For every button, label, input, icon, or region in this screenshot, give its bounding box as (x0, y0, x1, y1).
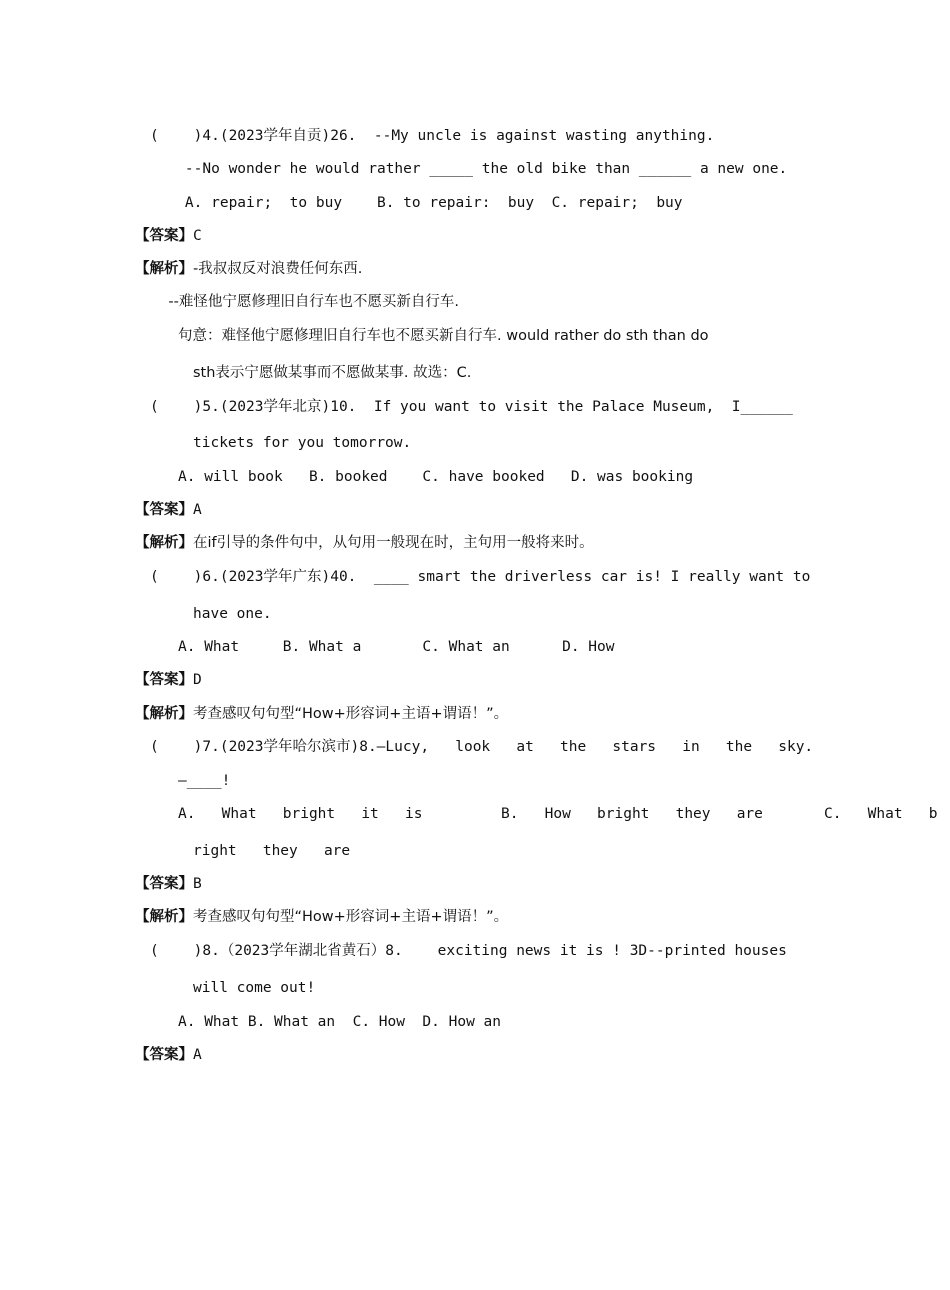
q8-stem-line-1: ( )8.（2023学年湖北省黄石）8. exciting news it is ! 3D--printed houses (150, 943, 787, 959)
q7-stem-line-1: ( )7.(2023学年哈尔滨市)8.—Lucy, look at the stars in the sky. (150, 739, 814, 755)
q4-analysis-line-4: sth表示宁愿做某事而不愿做某事. 故选：C. (193, 365, 472, 381)
analysis-label: 【解析】 (135, 260, 193, 277)
answer-label: 【答案】 (135, 1046, 193, 1063)
q5-stem-line-2: tickets for you tomorrow. (193, 435, 412, 451)
q7-stem-line-2: —____! (178, 773, 231, 789)
q4-stem-line-2: --No wonder he would rather _____ the old bike than ______ a new one. (150, 161, 788, 177)
q6-options: A. What B. What a C. What an D. How (178, 639, 615, 655)
analysis-text: 考查感叹句句型“How+形容词+主语+谓语！”。 (193, 706, 509, 722)
answer-value: B (193, 876, 202, 892)
answer-value: D (193, 672, 202, 688)
answer-label: 【答案】 (135, 671, 193, 688)
answer-label: 【答案】 (135, 501, 193, 518)
analysis-text: -我叔叔反对浪费任何东西. (193, 261, 363, 277)
q7-options-line-1: A. What bright it is B. How bright they are C. What b (178, 806, 938, 822)
q6-stem-line-1: ( )6.(2023学年广东)40. ____ smart the driverless car is! I really want to (150, 569, 811, 585)
q4-options: A. repair; to buy B. to repair: buy C. repair; buy (150, 195, 683, 211)
q5-stem-line-1: ( )5.(2023学年北京)10. If you want to visit the Palace Museum, I______ (150, 399, 793, 415)
q7-options-line-2: right they are (193, 843, 351, 859)
q5-options: A. will book B. booked C. have booked D. was booking (178, 469, 694, 485)
q7-answer (135, 874, 202, 894)
analysis-label: 【解析】 (135, 705, 193, 722)
analysis-text: 考查感叹句句型“How+形容词+主语+谓语！”。 (193, 909, 509, 925)
q4-analysis-line-3: 句意：难怪他宁愿修理旧自行车也不愿买新自行车. would rather do sth than do (178, 328, 709, 344)
analysis-label: 【解析】 (135, 534, 193, 551)
q6-analysis (135, 704, 508, 724)
answer-value: A (193, 502, 202, 518)
answer-value: A (193, 1047, 202, 1063)
q5-analysis (135, 533, 594, 553)
q8-answer (135, 1045, 202, 1065)
q6-stem-line-2: have one. (193, 606, 272, 622)
q4-stem-line-1: ( )4.(2023学年自贡)26. --My uncle is against wasting anything. (150, 128, 715, 144)
q4-analysis (135, 259, 362, 279)
q4-analysis-line-2: --难怪他宁愿修理旧自行车也不愿买新自行车. (150, 294, 460, 310)
q5-answer (135, 500, 202, 520)
answer-label: 【答案】 (135, 875, 193, 892)
q4-answer (135, 226, 202, 246)
answer-label: 【答案】 (135, 227, 193, 244)
q8-options: A. What B. What an C. How D. How an (178, 1014, 502, 1030)
answer-value: C (193, 228, 202, 244)
analysis-text: 在if引导的条件句中，从句用一般现在时，主句用一般将来时。 (193, 535, 594, 551)
q8-stem-line-2: will come out! (193, 980, 316, 996)
q6-answer (135, 670, 202, 690)
analysis-label: 【解析】 (135, 908, 193, 925)
q7-analysis (135, 907, 508, 927)
